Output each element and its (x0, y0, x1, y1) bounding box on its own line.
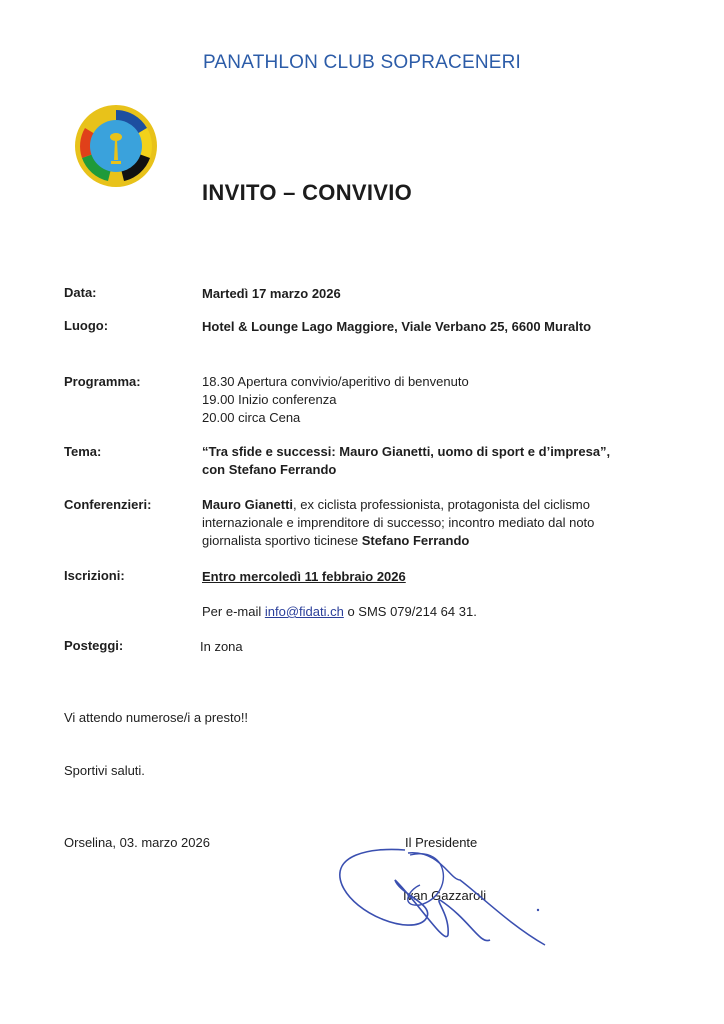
programma-list (202, 373, 642, 427)
label-iscrizioni: Iscrizioni: (64, 568, 125, 583)
label-conferenzieri: Conferenzieri: (64, 497, 152, 512)
salutation: Sportivi saluti. (64, 763, 145, 778)
moderator-name: Stefano Ferrando (361, 533, 470, 548)
label-tema: Tema: (64, 444, 102, 459)
programma-item: 18.30 Apertura convivio/aperitivo di benvenuto (202, 374, 469, 389)
organization-header: PANATHLON CLUB SOPRACENERI (202, 52, 522, 73)
value-data: Martedì 17 marzo 2026 (202, 286, 341, 301)
value-luogo: Hotel & Lounge Lago Maggiore, Viale Verbano 25, 6600 Muralto (202, 319, 592, 334)
signer-role: Il Presidente (405, 835, 478, 850)
label-luogo: Luogo: (64, 318, 109, 333)
programma-item: 19.00 Inizio conferenza (202, 392, 337, 407)
signer-name: Ivan Gazzaroli (403, 888, 487, 903)
place-date: Orselina, 03. marzo 2026 (64, 835, 210, 850)
panathlon-logo (74, 104, 158, 188)
value-tema: “Tra sfide e successi: Mauro Gianetti, uomo di sport e d’impresa”, con Stefano Ferrando (202, 444, 611, 477)
closing-line: Vi attendo numerose/i a presto!! (64, 710, 249, 725)
registration-contact: Per e-mail info@fidati.ch o SMS 079/214 64 31. (202, 604, 477, 619)
value-conferenzieri (202, 496, 632, 550)
speaker-description: , ex ciclista professionista, protagonista del ciclismo internazionale e imprenditore di successo; incontro mediato dal noto giornalista sportivo ticinese (202, 497, 595, 548)
label-programma: Programma: (64, 374, 141, 389)
registration-deadline: Entro mercoledì 11 febbraio 2026 (202, 569, 406, 584)
label-posteggi: Posteggi: (64, 638, 124, 653)
value-posteggi: In zona (200, 639, 243, 654)
programma-item: 20.00 circa Cena (202, 410, 301, 425)
label-data: Data: (64, 285, 97, 300)
speaker-name: Mauro Gianetti (202, 497, 294, 512)
email-link[interactable]: info@fidati.ch (264, 604, 344, 619)
handwritten-signature (330, 835, 560, 950)
page-title: INVITO – CONVIVIO (202, 180, 413, 205)
